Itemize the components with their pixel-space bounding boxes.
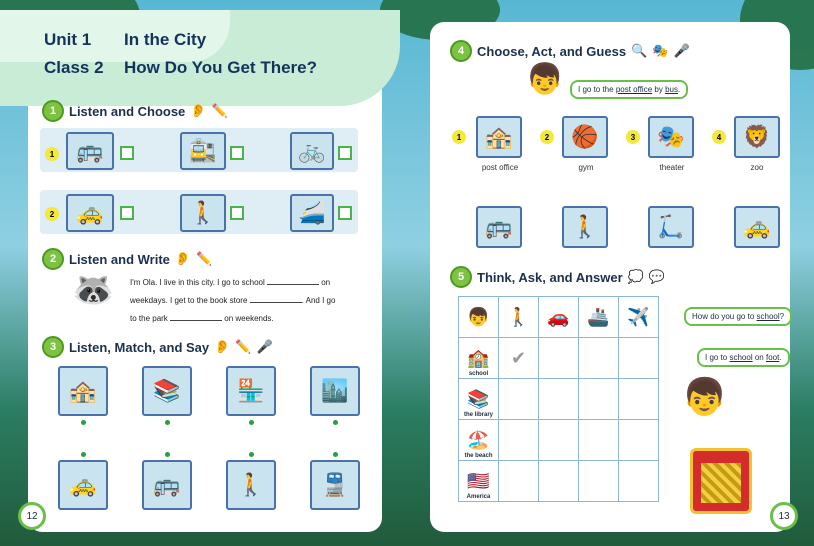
taxi-image: 🚕 (66, 194, 114, 232)
grid-cell[interactable] (539, 461, 579, 502)
section-number-badge: 4 (450, 40, 472, 62)
match-dot[interactable] (249, 452, 254, 457)
match-dot[interactable] (333, 420, 338, 425)
qr-code-pattern (701, 463, 741, 503)
answer-checkbox[interactable] (120, 146, 134, 160)
grid-cell[interactable] (619, 338, 659, 379)
answer-blank[interactable] (267, 284, 319, 285)
grid-cell[interactable] (499, 420, 539, 461)
street-image: 🏙️ (310, 366, 360, 416)
grid-cell-checked[interactable]: ✔ (499, 338, 539, 379)
store-image: 🏪 (226, 366, 276, 416)
row-number-badge: 1 (45, 147, 59, 161)
section-3-heading (42, 336, 273, 358)
place-label: zoo (750, 163, 764, 172)
pencil-icon: ✏️ (211, 103, 228, 118)
survey-grid (458, 296, 659, 502)
place-number-badge: 4 (712, 130, 726, 144)
match-dot[interactable] (333, 452, 338, 457)
grid-cell[interactable] (539, 379, 579, 420)
bus-image[interactable]: 🚌 (476, 206, 522, 248)
place-label: post office (481, 163, 519, 172)
speech-bubbles-icon: 💬 (648, 269, 666, 284)
section-title: Listen, Match, and Say (69, 339, 210, 355)
train-station-image: 🚉 (180, 132, 226, 170)
zoo-image[interactable]: 🦁 (734, 116, 780, 158)
place-label: gym (578, 163, 594, 172)
match-dot[interactable] (165, 420, 170, 425)
grid-cell[interactable] (579, 420, 619, 461)
qr-code-box[interactable] (690, 448, 752, 514)
place-label: theater (659, 163, 685, 172)
unit-label: Unit 1 (44, 30, 92, 49)
gym-image[interactable]: 🏀 (562, 116, 608, 158)
grid-cell[interactable] (579, 338, 619, 379)
class-title: How Do You Get There? (124, 58, 317, 77)
fill-in-paragraph: I'm Ola. I live in this city. I go to school on weekdays. I get to the book store . And I go to the park on weekends. (130, 278, 336, 323)
answer-bubble: I go to school on foot. (697, 348, 790, 367)
walk-header-cell: 🚶 (499, 297, 539, 338)
answer-checkbox[interactable] (338, 206, 352, 220)
grid-cell[interactable] (579, 379, 619, 420)
section-title: Listen and Write (69, 251, 170, 267)
bus-image: 🚌 (66, 132, 114, 170)
answer-checkbox[interactable] (230, 206, 244, 220)
walking-image[interactable]: 🚶 (562, 206, 608, 248)
grid-cell[interactable] (619, 379, 659, 420)
ship-header-cell: 🚢 (579, 297, 619, 338)
speech-bubble: I go to the post office by bus. (570, 80, 688, 99)
answer-blank[interactable] (170, 320, 222, 321)
page-number-right: 13 (770, 502, 798, 530)
grid-cell[interactable] (539, 338, 579, 379)
high-speed-train-image: 🚄 (290, 194, 334, 232)
post-office-image: 🏤 (58, 366, 108, 416)
match-dot[interactable] (81, 452, 86, 457)
section-1-heading (42, 100, 228, 122)
car-header-cell: 🚗 (539, 297, 579, 338)
bus-image: 🚌 (142, 460, 192, 510)
beach-row-header: 🏖️ the beach (459, 420, 499, 461)
boy-character: 👦 (682, 376, 727, 417)
scooter-image[interactable]: 🛴 (648, 206, 694, 248)
bike-image: 🚲 (290, 132, 334, 170)
microphone-icon: 🎤 (256, 339, 273, 354)
boy-head-cell: 👦 (459, 297, 499, 338)
grid-cell[interactable] (619, 461, 659, 502)
train-image: 🚆 (310, 460, 360, 510)
answer-blank[interactable] (250, 302, 302, 303)
magnifier-icon: 🔍 (631, 43, 648, 58)
place-number-badge: 3 (626, 130, 640, 144)
class-label: Class 2 (44, 58, 104, 77)
answer-checkbox[interactable] (120, 206, 134, 220)
walking-image: 🚶 (180, 194, 226, 232)
section-title: Choose, Act, and Guess (477, 43, 627, 59)
page-number-left: 12 (18, 502, 46, 530)
america-row-header: 🇺🇸 America (459, 461, 499, 502)
grid-cell[interactable] (499, 461, 539, 502)
walking-image: 🚶 (226, 460, 276, 510)
post-office-image[interactable]: 🏤 (476, 116, 522, 158)
library-row-header: 📚 the library (459, 379, 499, 420)
question-bubble: How do you go to school? (684, 307, 792, 326)
match-dot[interactable] (165, 452, 170, 457)
pencil-icon: ✏️ (235, 339, 252, 354)
boy-character: 👦 (526, 63, 564, 96)
raccoon-on-bike-illustration: 🦝 (72, 271, 115, 309)
row-number-badge: 2 (45, 207, 59, 221)
pencil-icon: ✏️ (196, 251, 213, 266)
grid-cell[interactable] (619, 420, 659, 461)
answer-checkbox[interactable] (230, 146, 244, 160)
library-image: 📚 (142, 366, 192, 416)
section-title: Think, Ask, and Answer (477, 269, 623, 285)
unit-title: In the City (124, 30, 207, 49)
school-row-header: 🏫 school (459, 338, 499, 379)
grid-cell[interactable] (579, 461, 619, 502)
section-title: Listen and Choose (69, 103, 186, 119)
grid-cell[interactable] (539, 420, 579, 461)
section-number-badge: 1 (42, 100, 64, 122)
place-number-badge: 2 (540, 130, 554, 144)
taxi-image[interactable]: 🚕 (734, 206, 780, 248)
thought-bubble-icon: 💭 (627, 269, 644, 284)
plane-header-cell: ✈️ (619, 297, 659, 338)
section-number-badge: 3 (42, 336, 64, 358)
ear-icon: 👂 (190, 103, 207, 118)
match-dot[interactable] (81, 420, 86, 425)
taxi-image: 🚕 (58, 460, 108, 510)
section-number-badge: 2 (42, 248, 64, 270)
section-4-heading (450, 40, 690, 62)
match-dot[interactable] (249, 420, 254, 425)
answer-checkbox[interactable] (338, 146, 352, 160)
ear-icon: 👂 (214, 339, 231, 354)
place-number-badge: 1 (452, 130, 466, 144)
ear-icon: 👂 (174, 251, 192, 266)
microphone-icon: 🎤 (673, 43, 690, 58)
theater-image[interactable]: 🎭 (648, 116, 694, 158)
grid-cell[interactable] (499, 379, 539, 420)
section-2-heading (42, 248, 212, 270)
masks-icon: 🎭 (652, 43, 669, 58)
section-5-heading (450, 266, 665, 288)
section-number-badge: 5 (450, 266, 472, 288)
